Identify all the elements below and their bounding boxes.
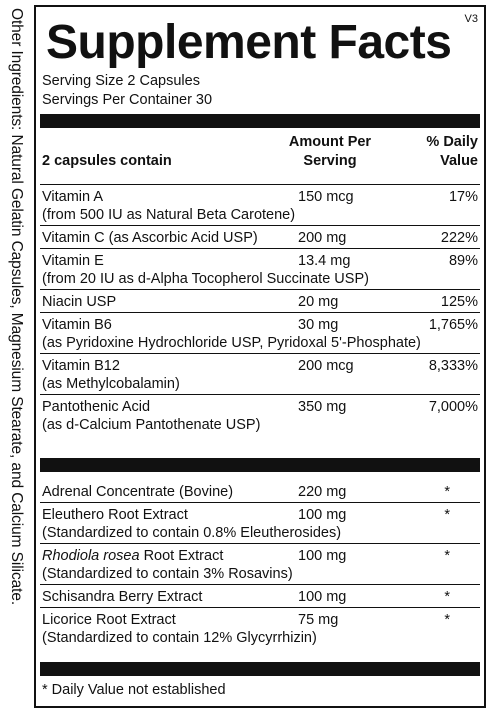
header-dv-line1: % Daily xyxy=(426,134,478,150)
vitamin-rows xyxy=(40,184,480,435)
ingredient-name-text: Schisandra Berry Extract xyxy=(42,589,203,605)
nutrient-row xyxy=(40,313,480,354)
nutrient-name: Niacin USP xyxy=(42,294,117,310)
ingredient-amount: 220 mg xyxy=(298,484,347,500)
ingredient-daily-value: * xyxy=(444,589,450,605)
nutrient-amount: 20 mg xyxy=(298,294,339,310)
other-ingredients-vertical xyxy=(2,8,26,708)
ingredient-row xyxy=(40,585,480,608)
divider-bar-bottom xyxy=(40,662,480,676)
ingredient-amount: 100 mg xyxy=(298,507,347,523)
nutrient-source: (from 20 IU as d-Alpha Tocopherol Succinate USP) xyxy=(42,271,369,287)
ingredient-name xyxy=(40,506,480,524)
nutrient-source: (as Methylcobalamin) xyxy=(42,376,180,392)
nutrient-daily-value: 7,000% xyxy=(428,399,478,415)
nutrient-daily-value: 8,333% xyxy=(428,358,478,374)
ingredient-standardization: (Standardized to contain 0.8% Eleutherosides) xyxy=(42,525,342,541)
nutrient-name: Pantothenic Acid xyxy=(42,399,151,415)
ingredient-name xyxy=(40,588,480,606)
ingredient-name-text: Licorice Root Extract xyxy=(42,612,176,628)
ingredient-name-text: Eleuthero Root Extract xyxy=(42,507,188,523)
ingredient-daily-value: * xyxy=(444,612,450,628)
nutrient-amount: 200 mcg xyxy=(298,358,354,374)
nutrient-row xyxy=(40,185,480,226)
header-dv-line2: Value xyxy=(440,153,478,169)
ingredient-row xyxy=(40,480,480,503)
ingredient-row xyxy=(40,503,480,544)
version-label: V3 xyxy=(464,13,478,25)
nutrient-daily-value: 1,765% xyxy=(428,317,478,333)
nutrient-source: (as d-Calcium Pantothenate USP) xyxy=(42,417,261,433)
ingredient-daily-value: * xyxy=(444,507,450,523)
header-name: 2 capsules contain xyxy=(42,153,172,169)
nutrient-row xyxy=(40,249,480,290)
ingredient-row xyxy=(40,544,480,585)
ingredient-name-text: Root Extract xyxy=(139,548,224,564)
nutrient-name: Vitamin E xyxy=(42,253,104,269)
divider-bar-middle xyxy=(40,458,480,472)
nutrient-row xyxy=(40,395,480,435)
divider-bar-top xyxy=(40,114,480,128)
panel-title: Supplement Facts xyxy=(46,16,452,69)
nutrient-name: Vitamin B6 xyxy=(42,317,112,333)
nutrient-row xyxy=(40,226,480,249)
nutrient-amount: 350 mg xyxy=(298,399,347,415)
nutrient-name: Vitamin C (as Ascorbic Acid USP) xyxy=(42,230,258,246)
ingredient-amount: 100 mg xyxy=(298,548,347,564)
supplement-facts-panel xyxy=(34,5,486,708)
ingredient-name xyxy=(40,547,480,565)
other-ingredient-rows xyxy=(40,480,480,648)
header-amount xyxy=(280,133,380,171)
ingredient-name-italic: Rhodiola rosea xyxy=(42,548,140,564)
ingredient-daily-value: * xyxy=(444,548,450,564)
other-ingredients-text: Other Ingredients: Natural Gelatin Capsules, Magnesium Stearate, and Calcium Silicate. xyxy=(8,8,25,606)
nutrient-name: Vitamin A xyxy=(42,189,103,205)
ingredient-name xyxy=(40,611,480,629)
serving-size: Serving Size 2 Capsules xyxy=(42,73,200,89)
nutrient-amount: 200 mg xyxy=(298,230,347,246)
nutrient-daily-value: 17% xyxy=(448,189,478,205)
nutrient-row xyxy=(40,354,480,395)
ingredient-amount: 75 mg xyxy=(298,612,339,628)
header-daily-value xyxy=(426,133,478,171)
ingredient-name xyxy=(40,483,480,501)
header-amount-line2: Serving xyxy=(303,153,357,169)
nutrient-name: Vitamin B12 xyxy=(42,358,120,374)
servings-per-container: Servings Per Container 30 xyxy=(42,92,213,108)
nutrient-amount: 30 mg xyxy=(298,317,339,333)
header-amount-line1: Amount Per xyxy=(288,134,372,150)
ingredient-name-text: Adrenal Concentrate (Bovine) xyxy=(42,484,234,500)
footnote: * Daily Value not established xyxy=(42,682,226,698)
ingredient-amount: 100 mg xyxy=(298,589,347,605)
ingredient-standardization: (Standardized to contain 12% Glycyrrhizin) xyxy=(42,630,317,646)
ingredient-row xyxy=(40,608,480,648)
nutrient-source: (as Pyridoxine Hydrochloride USP, Pyridoxal 5'-Phosphate) xyxy=(42,335,421,351)
nutrient-amount: 13.4 mg xyxy=(298,253,351,269)
nutrient-row xyxy=(40,290,480,313)
ingredient-standardization: (Standardized to contain 3% Rosavins) xyxy=(42,566,293,582)
nutrient-amount: 150 mcg xyxy=(298,189,354,205)
ingredient-daily-value: * xyxy=(444,484,450,500)
nutrient-daily-value: 222% xyxy=(440,230,478,246)
nutrient-daily-value: 89% xyxy=(448,253,478,269)
nutrient-source: (from 500 IU as Natural Beta Carotene) xyxy=(42,207,296,223)
nutrient-daily-value: 125% xyxy=(440,294,478,310)
